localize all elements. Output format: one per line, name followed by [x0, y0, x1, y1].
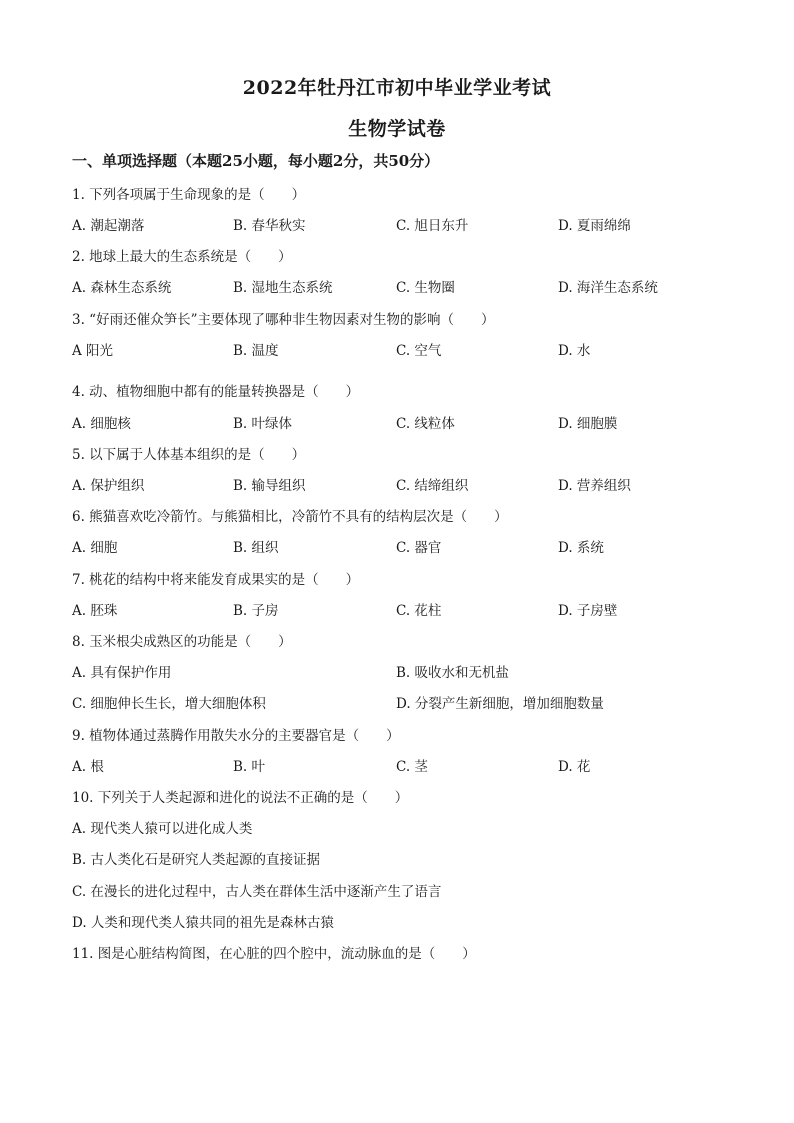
question-10-option-a: A. 现代类人猿可以进化成人类 [72, 821, 253, 837]
question-11-stem: 11. 图是心脏结构简图，在心脏的四个腔中，流动脉血的是（ ） [72, 946, 476, 962]
question-9-option-d: D. 花 [558, 759, 591, 775]
question-4-option-a: A. 细胞核 [72, 416, 131, 432]
question-1-option-c: C. 旭日东升 [396, 218, 469, 234]
question-8-option-a: A. 具有保护作用 [72, 665, 172, 681]
question-9-option-c: C. 茎 [396, 759, 428, 775]
question-6-option-b: B. 组织 [233, 540, 279, 556]
question-1-option-d: D. 夏雨绵绵 [558, 218, 631, 234]
question-3-option-a: A 阳光 [72, 343, 114, 359]
question-2-option-b: B. 湿地生态系统 [233, 280, 333, 296]
question-10-option-d: D. 人类和现代类人猿共同的祖先是森林古猿 [72, 915, 334, 931]
question-7-stem: 7. 桃花的结构中将来能发育成果实的是（ ） [72, 572, 360, 588]
question-7-option-b: B. 子房 [233, 603, 279, 619]
question-9-option-a: A. 根 [72, 759, 104, 775]
question-6-stem: 6. 熊猫喜欢吃冷箭竹。与熊猫相比，冷箭竹不具有的结构层次是（ ） [72, 509, 508, 525]
question-8-option-b: B. 吸收水和无机盐 [396, 665, 510, 681]
question-4-option-d: D. 细胞膜 [558, 416, 618, 432]
exam-title: 2022年牡丹江市初中毕业学业考试 [242, 77, 552, 99]
question-7-option-c: C. 花柱 [396, 603, 442, 619]
question-5-option-b: B. 输导组织 [233, 478, 306, 494]
question-5-stem: 5. 以下属于人体基本组织的是（ ） [72, 447, 306, 463]
question-10-option-c: C. 在漫长的进化过程中，古人类在群体生活中逐渐产生了语言 [72, 884, 442, 900]
question-9-stem: 9. 植物体通过蒸腾作用散失水分的主要器官是（ ） [72, 728, 400, 744]
question-8-stem: 8. 玉米根尖成熟区的功能是（ ） [72, 634, 292, 650]
question-6-option-c: C. 器官 [396, 540, 442, 556]
question-3-option-c: C. 空气 [396, 343, 442, 359]
question-2-option-a: A. 森林生态系统 [72, 280, 172, 296]
question-6-option-a: A. 细胞 [72, 540, 118, 556]
question-4-option-c: C. 线粒体 [396, 416, 455, 432]
question-7-option-a: A. 胚珠 [72, 603, 118, 619]
question-6-option-d: D. 系统 [558, 540, 604, 556]
question-4-stem: 4. 动、植物细胞中都有的能量转换器是（ ） [72, 384, 360, 400]
question-1-stem: 1. 下列各项属于生命现象的是（ ） [72, 187, 306, 203]
question-5-option-d: D. 营养组织 [558, 478, 631, 494]
question-3-option-b: B. 温度 [233, 343, 279, 359]
question-3-option-d: D. 水 [558, 343, 591, 359]
question-7-option-d: D. 子房壁 [558, 603, 618, 619]
question-2-option-c: C. 生物圈 [396, 280, 455, 296]
question-1-option-b: B. 春华秋实 [233, 218, 306, 234]
question-5-option-c: C. 结缔组织 [396, 478, 469, 494]
exam-subtitle: 生物学试卷 [348, 118, 446, 140]
question-5-option-a: A. 保护组织 [72, 478, 145, 494]
question-10-stem: 10. 下列关于人类起源和进化的说法不正确的是（ ） [72, 790, 409, 806]
question-8-option-d: D. 分裂产生新细胞，增加细胞数量 [396, 696, 604, 712]
question-1-option-a: A. 潮起潮落 [72, 218, 145, 234]
question-3-stem: 3. “好雨还催众笋长”主要体现了哪种非生物因素对生物的影响（ ） [72, 312, 495, 328]
section-heading: 一、单项选择题（本题25小题，每小题2分，共50分） [72, 152, 440, 170]
question-2-option-d: D. 海洋生态系统 [558, 280, 658, 296]
question-8-option-c: C. 细胞伸长生长，增大细胞体积 [72, 696, 266, 712]
question-2-stem: 2. 地球上最大的生态系统是（ ） [72, 249, 292, 265]
question-4-option-b: B. 叶绿体 [233, 416, 293, 432]
question-9-option-b: B. 叶 [233, 759, 266, 775]
question-10-option-b: B. 古人类化石是研究人类起源的直接证据 [72, 852, 321, 868]
